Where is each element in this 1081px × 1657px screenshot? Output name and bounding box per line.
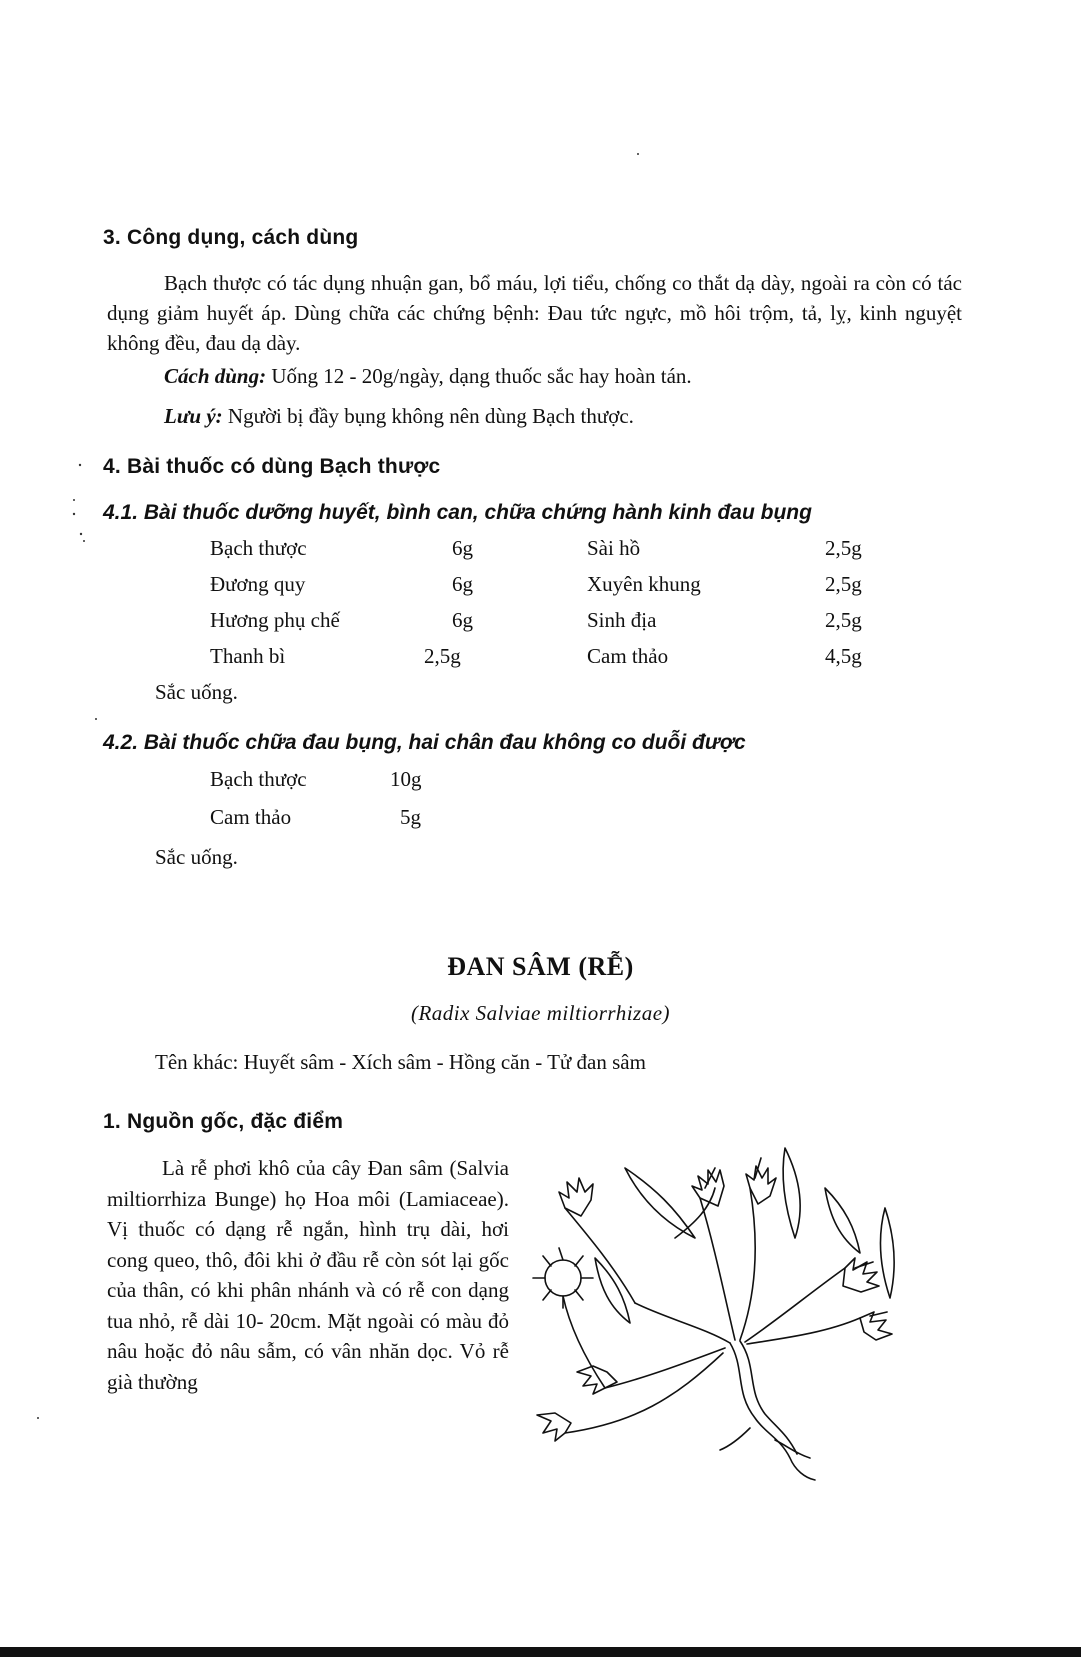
ingredient-dose: 2,5g <box>825 608 862 632</box>
recipe-2-instruction: Sắc uống. <box>155 845 238 869</box>
ingredient-dose: 6g <box>452 608 473 632</box>
ingredient-name: Cam thảo <box>210 805 292 829</box>
ingredient-name: Sài hồ <box>587 536 641 560</box>
ingredient-dose: 5g <box>400 805 421 829</box>
page-bottom-edge <box>0 1647 1081 1657</box>
ingredient-name: Sinh địa <box>587 608 657 632</box>
ingredient-name: Cam thảo <box>587 644 669 668</box>
ingredient-dose: 4,5g <box>825 644 862 668</box>
ingredient-dose: 2,5g <box>825 572 862 596</box>
recipe-1-instruction: Sắc uống. <box>155 680 238 704</box>
note-text: Người bị đầy bụng không nên dùng Bạch thược. <box>222 404 634 428</box>
usage-text: Uống 12 - 20g/ngày, dạng thuốc sắc hay hoàn tán. <box>266 364 692 388</box>
ingredient-name: Xuyên khung <box>587 572 701 596</box>
recipe-1-heading: 4.1. Bài thuốc dưỡng huyết, bình can, chữa chứng hành kinh đau bụng <box>103 501 812 524</box>
usage-label: Cách dùng: <box>164 364 267 388</box>
ingredient-name: Bạch thược <box>210 767 307 791</box>
section-4-heading: 4. Bài thuốc có dùng Bạch thược <box>103 455 441 478</box>
herb-other-names: Tên khác: Huyết sâm - Xích sâm - Hồng căn - Tử đan sâm <box>155 1050 646 1074</box>
ingredient-name: Bạch thược <box>210 536 307 560</box>
ingredient-dose: 6g <box>452 536 473 560</box>
ingredient-dose: 2,5g <box>424 644 461 668</box>
section-3-paragraph: Bạch thược có tác dụng nhuận gan, bổ máu, lợi tiểu, chống co thắt dạ dày, ngoài ra còn có tác dụng giảm huyết áp. Dùng chữa các chứng bệnh: Đau tức ngực, mồ hôi trộm, tả, lỵ, kinh nguyệt không đều, đau dạ dày. <box>107 271 962 355</box>
ingredient-dose: 10g <box>390 767 422 791</box>
section-3-heading: 3. Công dụng, cách dùng <box>103 226 359 249</box>
note-label: Lưu ý: <box>164 404 223 428</box>
herb-latin-name: (Radix Salviae miltiorrhizae) <box>410 1001 671 1025</box>
ingredient-name: Đương quy <box>210 572 306 596</box>
herb-title: ĐAN SÂM (RỄ) <box>447 952 634 981</box>
ingredient-name: Hương phụ chế <box>210 608 340 632</box>
origin-text: Là rễ phơi khô của cây Đan sâm (Salvia miltiorrhiza Bunge) họ Hoa môi (Lamiaceae). Vị thuốc có dạng rễ ngắn, hình trụ dài, hơi cong queo, thô, đôi khi ở đầu rễ còn sót lại gốc của thân, có khi phân nhánh và có rễ con dạng tua nhỏ, rễ dài 10- 20cm. Mặt ngoài có màu đỏ nâu hoặc đỏ nâu sẫm, có vân nhăn dọc. Vỏ rễ già thường <box>107 1156 509 1394</box>
ingredient-dose: 2,5g <box>825 536 862 560</box>
ingredient-name: Thanh bì <box>210 644 286 668</box>
ingredient-dose: 6g <box>452 572 473 596</box>
recipe-2-heading: 4.2. Bài thuốc chữa đau bụng, hai chân đau không co duỗi được <box>103 731 746 754</box>
origin-heading: 1. Nguồn gốc, đặc điểm <box>103 1110 344 1133</box>
